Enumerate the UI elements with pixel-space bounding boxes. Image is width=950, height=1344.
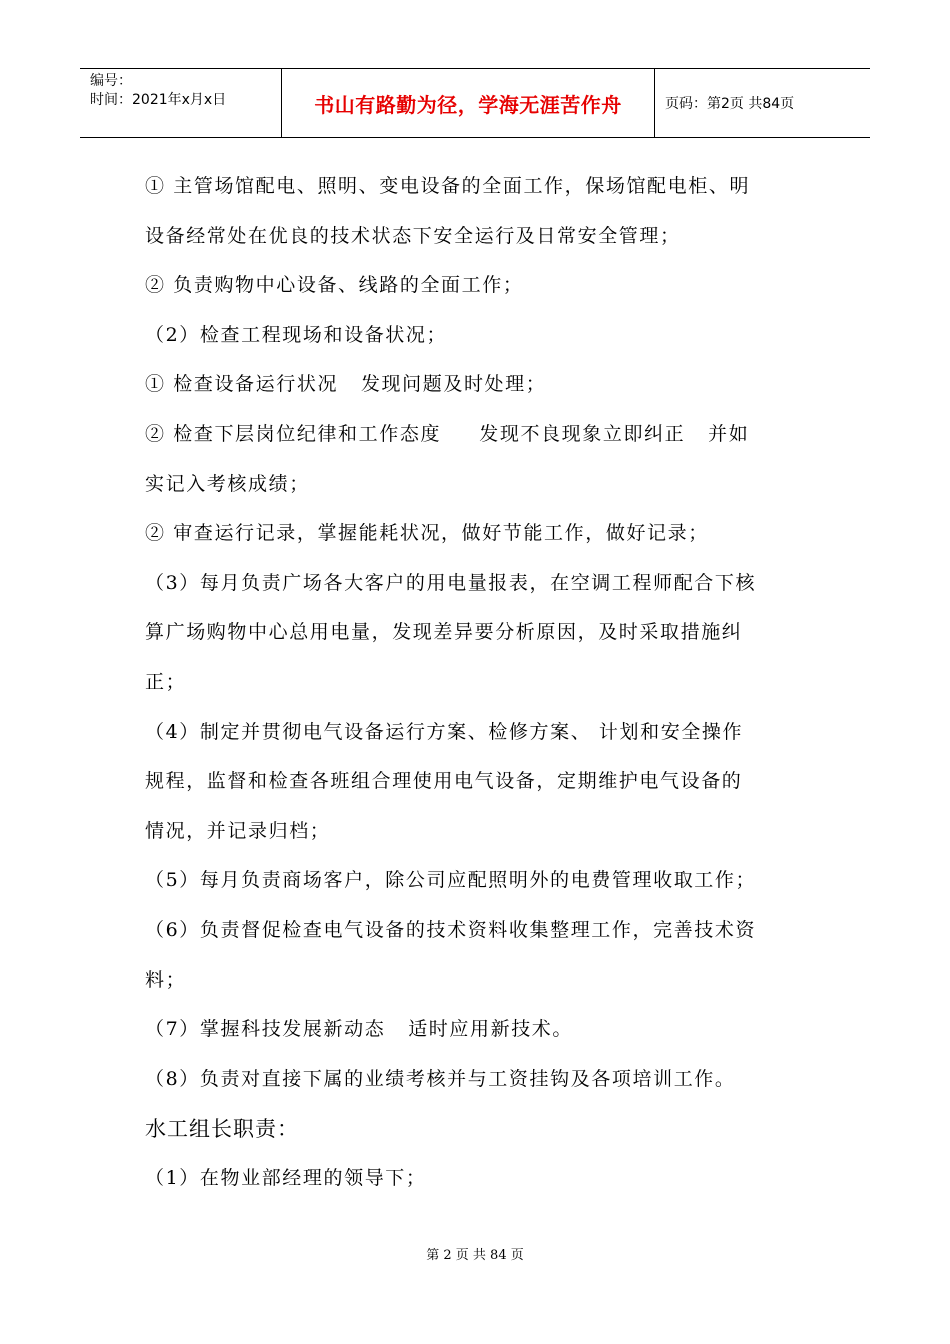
body-line: 设备经常处在优良的技术状态下安全运行及日常安全管理； [145, 224, 681, 247]
body-line: （5）每月负责商场客户，除公司应配照明外的电费管理收取工作； [145, 869, 757, 892]
body-line: （2）检查工程现场和设备状况； [145, 323, 448, 346]
body-line: ② 检查下层岗位纪律和工作态度 发现不良现象立即纠正 并如 [145, 422, 750, 445]
body-line: 算广场购物中心总用电量，发现差异要分析原因，及时采取措施纠 [145, 621, 743, 644]
body-line: ① 检查设备运行状况 发现问题及时处理； [145, 373, 547, 396]
body-line: （1）在物业部经理的领导下； [145, 1167, 427, 1190]
document-body [145, 162, 825, 1204]
page-header [80, 68, 870, 138]
document-date: 时间：2021年x月x日 [90, 92, 227, 108]
body-line: （4）制定并贯彻电气设备运行方案、检修方案、 计划和安全操作 [145, 720, 744, 743]
body-line: ② 负责购物中心设备、线路的全面工作； [145, 274, 524, 297]
body-line: 实记入考核成绩； [145, 472, 310, 495]
body-line: （7）掌握科技发展新动态 适时应用新技术。 [145, 1018, 574, 1041]
body-line: （6）负责督促检查电气设备的技术资料收集整理工作，完善技术资 [145, 918, 757, 941]
header-meta [80, 69, 282, 137]
body-line: ① 主管场馆配电、照明、变电设备的全面工作，保场馆配电柜、明 [145, 175, 751, 197]
body-line: 规程，监督和检查各班组合理使用电气设备，定期维护电气设备的 [145, 770, 743, 793]
document-number-label: 编号： [90, 73, 132, 89]
header-page-info: 页码：第2页 共84页 [665, 96, 795, 112]
body-line: ② 审查运行记录，掌握能耗状况，做好节能工作，做好记录； [145, 522, 709, 545]
body-line: 正； [145, 670, 187, 693]
body-line: （8）负责对直接下属的业绩考核并与工资挂钩及各项培训工作。 [145, 1067, 736, 1090]
body-line: 情况，并记录归档； [145, 819, 331, 842]
body-line: （3）每月负责广场各大客户的用电量报表，在空调工程师配合下核 [145, 571, 757, 594]
header-motto: 书山有路勤为径，学海无涯苦作舟 [282, 69, 655, 137]
body-line: 料； [145, 968, 187, 991]
page-footer: 第 2 页 共 84 页 [426, 1248, 524, 1263]
section-heading: 水工组长职责： [145, 1117, 299, 1142]
